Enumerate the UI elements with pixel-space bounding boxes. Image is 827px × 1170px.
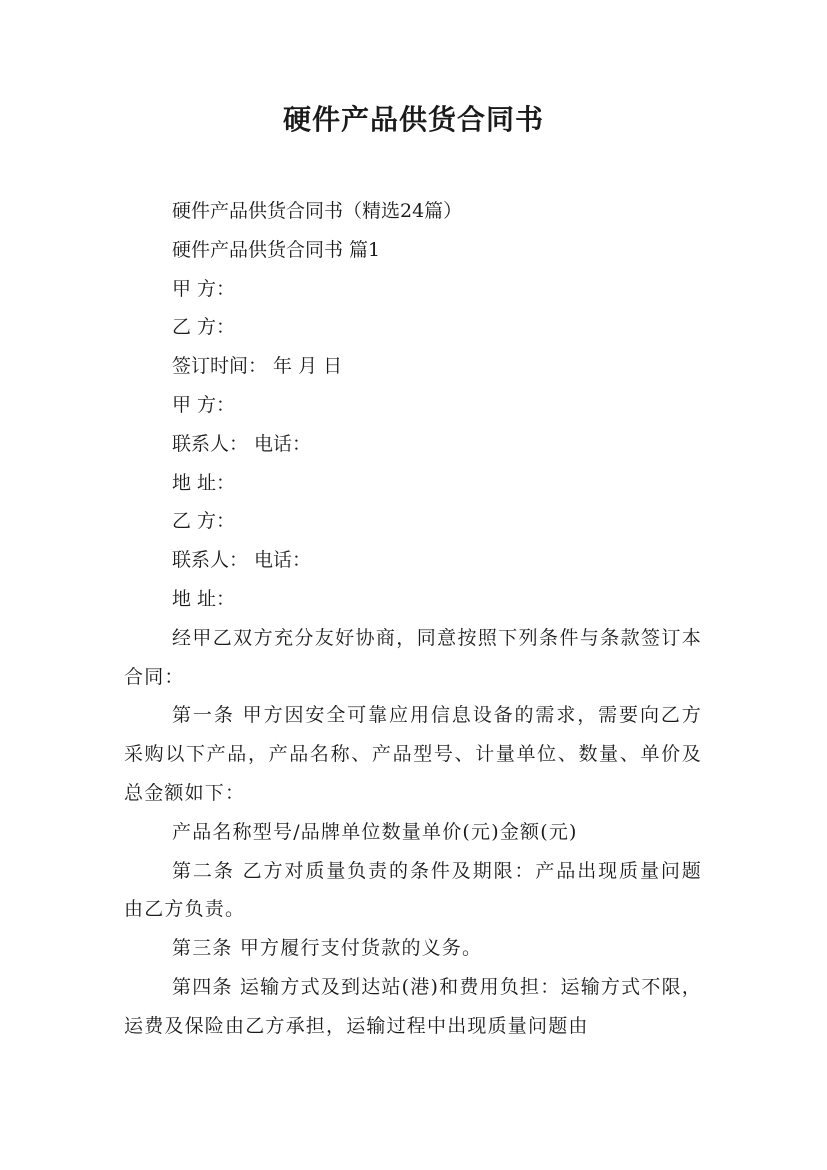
article-2-paragraph: 第二条 乙方对质量负责的条件及期限：产品出现质量问题由乙方负责。 xyxy=(124,859,702,921)
subtitle-line: 硬件产品供货合同书（精选24篇） xyxy=(172,200,463,222)
article-1-paragraph: 第一条 甲方因安全可靠应用信息设备的需求，需要向乙方采购以下产品，产品名称、产品型号、计量单位、数量、单价及总金额如下： xyxy=(124,704,702,804)
document-body xyxy=(124,192,702,1046)
party-b-label: 乙 方： xyxy=(172,510,236,533)
party-b-field: 乙 方： xyxy=(172,316,236,339)
party-a-label: 甲 方： xyxy=(172,393,236,416)
article-4-paragraph: 第四条 运输方式及到达站(港)和费用负担：运输方式不限，运费及保险由乙方承担，运输过程中出现质量问题由 xyxy=(124,975,702,1037)
section-heading: 硬件产品供货合同书 篇1 xyxy=(172,238,381,261)
signing-date-field: 签订时间： 年 月 日 xyxy=(172,355,343,378)
document-title: 硬件产品供货合同书 xyxy=(282,103,544,136)
party-b-address-field: 地 址： xyxy=(172,587,236,610)
article-3-paragraph: 第三条 甲方履行支付货款的义务。 xyxy=(172,937,483,960)
party-a-field: 甲 方： xyxy=(172,277,236,300)
party-a-contact-field: 联系人： 电话： xyxy=(172,432,312,455)
party-a-address-field: 地 址： xyxy=(172,471,236,494)
party-b-contact-field: 联系人： 电话： xyxy=(172,549,312,572)
intro-paragraph: 经甲乙双方充分友好协商，同意按照下列条件与条款签订本合同： xyxy=(124,626,702,688)
product-table-header: 产品名称型号/品牌单位数量单价(元)金额(元) xyxy=(172,820,578,843)
